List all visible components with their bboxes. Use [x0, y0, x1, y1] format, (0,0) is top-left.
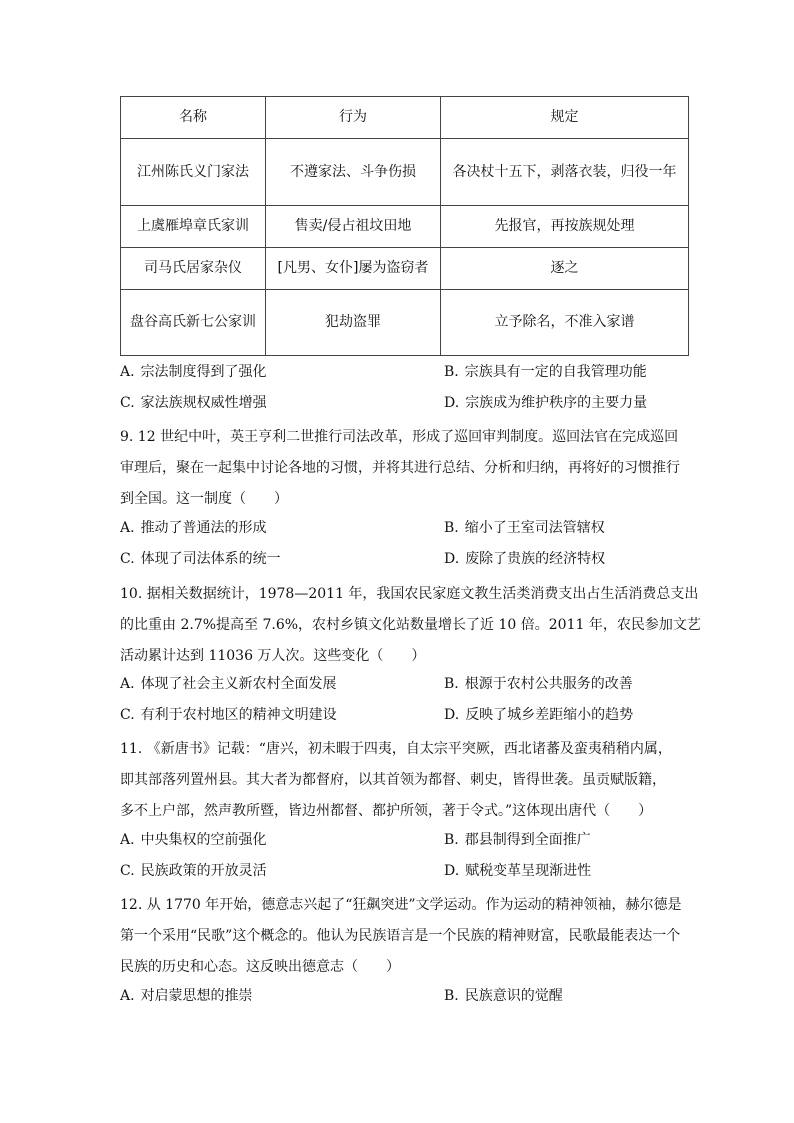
table-row	[121, 290, 689, 356]
q10-option-d[interactable]: D. 反映了城乡差距缩小的趋势	[444, 707, 634, 723]
q11-options-row-1	[120, 829, 740, 851]
q10-option-b[interactable]: B. 根源于农村公共服务的改善	[444, 676, 633, 692]
q12-option-a[interactable]: A. 对启蒙思想的推崇	[120, 988, 253, 1004]
q11-options-row-2	[120, 860, 740, 882]
q8-option-a[interactable]: A. 宗法制度得到了强化	[120, 364, 267, 380]
question-11-stem	[120, 734, 680, 827]
q9-option-a[interactable]: A. 推动了普通法的形成	[120, 520, 267, 536]
table-row	[121, 206, 689, 248]
q9-option-c[interactable]: C. 体现了司法体系的统一	[120, 551, 281, 567]
table-cell: 各决杖十五下，剥落衣装，归役一年	[441, 139, 689, 206]
table-row	[121, 248, 689, 290]
q11-option-b[interactable]: B. 郡县制得到全面推广	[444, 832, 591, 848]
question-line: 10. 据相关数据统计，1978—2011 年，我国农民家庭文教生活类消费支出占生活消费总支出	[120, 586, 699, 602]
header-behavior: 行为	[266, 97, 441, 139]
question-line: 11. 《新唐书》记载：“唐兴，初未暇于四夷，自太宗平突厥，西北诸蕃及蛮夷稍稍内属，	[120, 741, 672, 757]
q11-option-d[interactable]: D. 赋税变革呈现渐进性	[444, 863, 592, 879]
table-row	[121, 139, 689, 206]
table-cell: [凡男、女仆]屡为盗窃者	[266, 248, 441, 290]
q8-option-c[interactable]: C. 家法族规权威性增强	[120, 395, 267, 411]
question-line: 12. 从 1770 年开始，德意志兴起了“狂飙突进”文学运动。作为运动的精神领袖，赫尔德是	[120, 897, 682, 913]
question-9-stem	[120, 422, 680, 515]
q12-options-row-1	[120, 985, 740, 1007]
question-line: 活动累计达到 11036 万人次。这些变化（ ）	[120, 648, 426, 664]
question-line: 民族的历史和心态。这反映出德意志（ ）	[120, 959, 400, 975]
question-10-stem	[120, 579, 701, 672]
header-regulation: 规定	[441, 97, 689, 139]
table-cell: 立予除名，不准入家谱	[441, 290, 689, 356]
q10-option-c[interactable]: C. 有利于农村地区的精神文明建设	[120, 707, 337, 723]
q8-options-row-1	[120, 361, 740, 383]
q8-option-b[interactable]: B. 宗族具有一定的自我管理功能	[444, 364, 647, 380]
table-cell: 犯劫盗罪	[266, 290, 441, 356]
table-cell: 上虞雁埠章氏家训	[121, 206, 266, 248]
table-cell: 司马氏居家杂仪	[121, 248, 266, 290]
question-line: 到全国。这一制度（ ）	[120, 491, 288, 507]
table-cell: 盘谷高氏新七公家训	[121, 290, 266, 356]
q9-options-row-2	[120, 548, 740, 570]
table-cell: 先报官，再按族规处理	[441, 206, 689, 248]
q8-options-row-2	[120, 392, 740, 414]
question-line: 审理后，聚在一起集中讨论各地的习惯，并将其进行总结、分析和归纳，再将好的习惯推行	[120, 460, 680, 476]
question-12-stem	[120, 890, 680, 983]
q10-option-a[interactable]: A. 体现了社会主义新农村全面发展	[120, 676, 337, 692]
q9-options-row-1	[120, 517, 740, 539]
q10-options-row-1	[120, 673, 740, 695]
q11-option-c[interactable]: C. 民族政策的开放灵活	[120, 863, 267, 879]
question-line: 多不上户部，然声教所暨，皆边州都督、都护所领，著于令式。”这体现出唐代（ ）	[120, 803, 653, 819]
table-header-row	[121, 97, 689, 139]
question-line: 即其部落列置州县。其大者为都督府，以其首领为都督、刺史，皆得世袭。虽贡赋版籍，	[120, 772, 666, 788]
family-rules-table	[120, 96, 689, 356]
header-name: 名称	[121, 97, 266, 139]
table-cell: 江州陈氏义门家法	[121, 139, 266, 206]
question-line: 第一个采用“民歌”这个概念的。他认为民族语言是一个民族的精神财富，民歌最能表达一个	[120, 928, 681, 944]
q10-options-row-2	[120, 704, 740, 726]
q8-option-d[interactable]: D. 宗族成为维护秩序的主要力量	[444, 395, 648, 411]
q9-option-b[interactable]: B. 缩小了王室司法管辖权	[444, 520, 605, 536]
question-line: 的比重由 2.7%提高至 7.6%，农村乡镇文化站数量增长了近 10 倍。2011 年，农民参加文艺	[120, 617, 701, 633]
q12-option-b[interactable]: B. 民族意识的觉醒	[444, 988, 563, 1004]
table-cell: 逐之	[441, 248, 689, 290]
q11-option-a[interactable]: A. 中央集权的空前强化	[120, 832, 267, 848]
q9-option-d[interactable]: D. 废除了贵族的经济特权	[444, 551, 606, 567]
table-cell: 售卖/侵占祖坟田地	[266, 206, 441, 248]
table-cell: 不遵家法、斗争伤损	[266, 139, 441, 206]
question-line: 9. 12 世纪中叶，英王亨利二世推行司法改革，形成了巡回审判制度。巡回法官在完成巡回	[120, 429, 679, 445]
